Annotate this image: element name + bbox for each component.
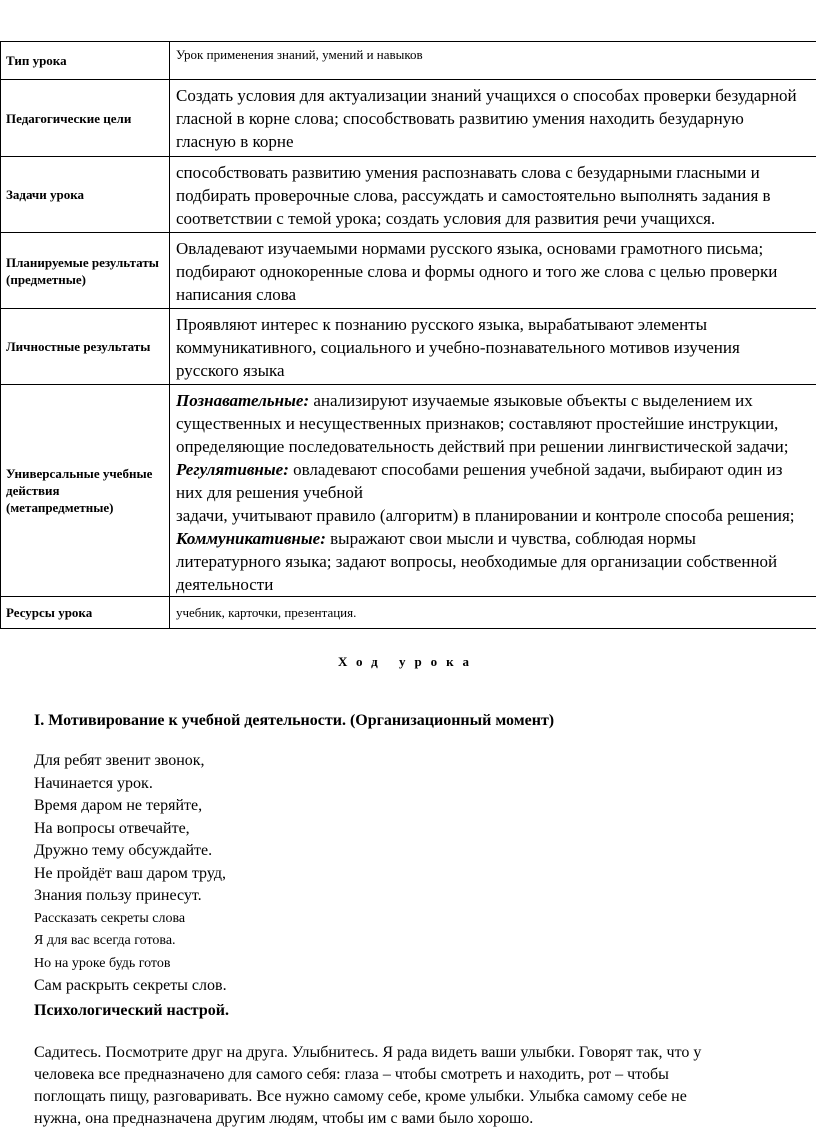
poem-line: Рассказать секреты слова	[34, 910, 186, 926]
lesson-info-table	[0, 41, 816, 629]
paragraph-line: поглощать пищу, разговаривать. Все нужно самому себе, кроме улыбки. Улыбка самому себе не	[34, 1088, 687, 1105]
row-value: Урок применения знаний, умений и навыков	[170, 42, 816, 80]
row-label: Тип урока	[1, 42, 170, 80]
poem-line: Сам раскрыть секреты слов.	[34, 977, 227, 994]
poem-line: Начинается урок.	[34, 774, 153, 792]
row-value: учебник, карточки, презентация.	[170, 597, 816, 629]
table-row	[1, 157, 816, 233]
row-label: Универсальные учебные действия (метапредметные)	[1, 385, 170, 597]
section-heading-motivation: I. Мотивирование к учебной деятельности. (Организационный момент)	[34, 712, 555, 729]
poem-line: Я для вас всегда готова.	[34, 933, 176, 948]
poem-line: Знания пользу принесут.	[34, 887, 202, 904]
cognitive-label: Познавательные:	[176, 391, 310, 410]
row-label: Педагогические цели	[1, 80, 170, 157]
poem-line: На вопросы отвечайте,	[34, 819, 190, 837]
paragraph	[34, 1042, 794, 1130]
communicative-label: Коммуникативные:	[176, 529, 326, 548]
paragraph-line: Садитесь. Посмотрите друг на друга. Улыбнитесь. Я рада видеть ваши улыбки. Говорят так, что у	[34, 1044, 702, 1061]
row-label: Задачи урока	[1, 157, 170, 233]
table-row	[1, 597, 816, 629]
row-label: Личностные результаты	[1, 309, 170, 385]
table-row	[1, 385, 816, 597]
row-value: Овладевают изучаемыми нормами русского языка, основами грамотного письма; подбирают однокоренные слова и формы одного и того же слова с целью проверки написания слова	[170, 233, 816, 309]
row-value: Создать условия для актуализации знаний учащихся о способах проверки безударной гласной в корне слова; способствовать развитию умения находить безударную гласную в корне	[170, 80, 816, 157]
poem	[34, 750, 227, 998]
table-row	[1, 233, 816, 309]
regulatory-label: Регулятивные:	[176, 460, 289, 479]
row-value: Познавательные: анализируют изучаемые языковые объекты с выделением их существенных и несущественных признаков; составляют простейшие инструкции, определяющие последовательность действий при решении лингвистической задачи; Регулятивные: овладевают способами решения учебной задачи, выбирают один из них для решения учебной задачи, учитывают правило (алгоритм) в планировании и контроле способа решения; Коммуникативные: выражают свои мысли и чувства, соблюдая нормы литературного языка; задают вопросы, необходимые для организации собственной деятельности	[170, 385, 816, 597]
section-heading-mood: Психологический настрой.	[34, 1002, 229, 1019]
poem-line: Но на уроке будь готов	[34, 955, 171, 971]
row-label: Планируемые результаты (предметные)	[1, 233, 170, 309]
row-value: способствовать развитию умения распознавать слова с безударными гласными и подбирать проверочные слова, рассуждать и самостоятельно выполнять задания в соответствии с темой урока; создать условия для развития речи учащихся.	[170, 157, 816, 233]
poem-line: Время даром не теряйте,	[34, 797, 203, 814]
table-row	[1, 80, 816, 157]
paragraph-line: человека все предназначено для самого себя: глаза – чтобы смотреть и находить, рот – чтобы	[34, 1066, 669, 1083]
poem-line: Не пройдёт ваш даром труд,	[34, 864, 226, 882]
poem-line: Дружно тему обсуждайте.	[34, 842, 213, 859]
lesson-title: Ход урока	[338, 654, 478, 669]
table-row	[1, 42, 816, 80]
row-label: Ресурсы урока	[1, 597, 170, 629]
paragraph-line: нужна, она предназначена другим людям, чтобы им с вами было хорошо.	[34, 1110, 534, 1127]
table-row	[1, 309, 816, 385]
row-value: Проявляют интерес к познанию русского языка, вырабатывают элементы коммуникативного, социального и учебно-познавательного мотивов изучения русского языка	[170, 309, 816, 385]
poem-line: Для ребят звенит звонок,	[34, 752, 205, 769]
